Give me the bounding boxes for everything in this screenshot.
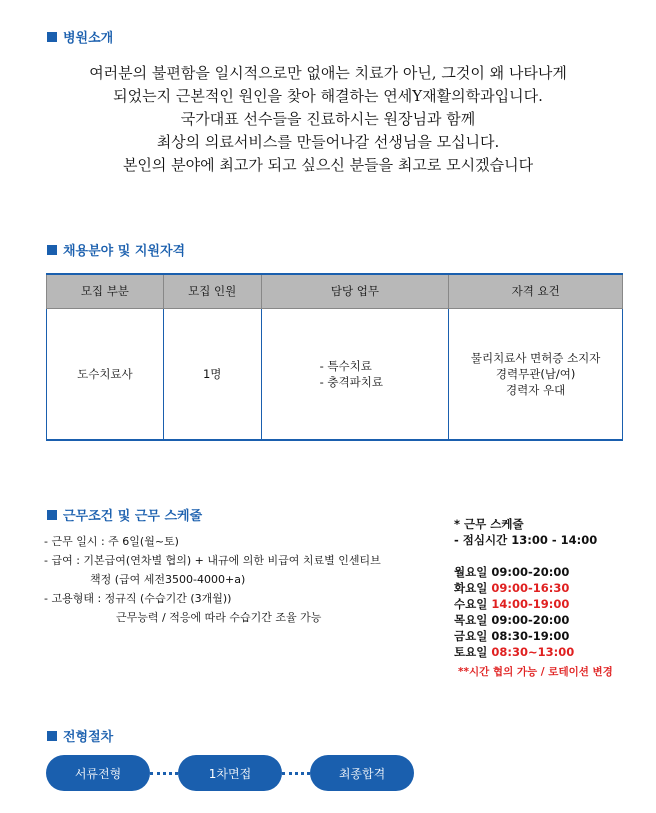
schedule-lunch: - 점심시간 13:00 - 14:00 — [454, 533, 598, 547]
schedule-time: 08:30-19:00 — [491, 629, 570, 643]
intro-line: 국가대표 선수들을 진료하시는 원장님과 함께 — [180, 110, 476, 128]
table-header-count: 모집 인원 — [163, 274, 261, 308]
cell-duties — [261, 308, 449, 440]
schedule-day: 월요일 — [454, 565, 488, 579]
schedule-day-row — [454, 596, 613, 612]
schedule-day-row — [454, 580, 613, 596]
intro-line: 여러분의 불편함을 일시적으로만 없애는 치료가 아닌, 그것이 왜 나타나게 — [89, 64, 567, 82]
schedule-day: 화요일 — [454, 581, 488, 595]
schedule-day-row — [454, 564, 613, 580]
schedule-day-row — [454, 644, 613, 660]
condition-line: - 급여 : 기본급여(연차별 협의) + 내규에 의한 비급여 치료별 인센티브 — [44, 554, 381, 567]
process-step-final: 최종합격 — [310, 755, 414, 791]
requirement-item: 물리치료사 면허증 소지자 — [470, 350, 601, 365]
schedule-title: * 근무 스케줄 — [454, 517, 524, 531]
process-section-title — [47, 726, 113, 745]
jobs-section-title — [47, 240, 185, 259]
schedule-day: 금요일 — [454, 629, 488, 643]
schedule-day: 목요일 — [454, 613, 488, 627]
process-step-interview: 1차면접 — [178, 755, 282, 791]
conditions-list — [44, 532, 381, 627]
intro-title-text: 병원소개 — [63, 31, 114, 46]
schedule-time: 09:00-16:30 — [491, 581, 570, 595]
bullet-square-icon — [47, 731, 57, 741]
table-header-requirements: 자격 요건 — [449, 274, 623, 308]
table-header-department: 모집 부분 — [47, 274, 164, 308]
schedule-day-row — [454, 628, 613, 644]
cell-requirements — [449, 308, 623, 440]
condition-line: - 고용형태 : 정규직 (수습기간 (3개월)) — [44, 592, 232, 605]
bullet-square-icon — [47, 510, 57, 520]
dotted-connector — [282, 772, 310, 775]
cell-count: 1명 — [163, 308, 261, 440]
intro-text — [40, 62, 616, 177]
schedule-day: 토요일 — [454, 645, 488, 659]
intro-line: 최상의 의료서비스를 만들어나갈 선생님을 모십니다. — [156, 133, 500, 151]
condition-line: 근무능력 / 적응에 따라 수습기간 조율 가능 — [116, 611, 322, 624]
cell-department: 도수치료사 — [47, 308, 164, 440]
jobs-table — [46, 273, 623, 441]
duty-item: - 충격파치료 — [319, 374, 383, 389]
dotted-connector — [150, 772, 178, 775]
bullet-square-icon — [47, 32, 57, 42]
table-header-row — [47, 274, 623, 308]
intro-line: 본인의 분야에 최고가 되고 싶으신 분들을 최고로 모시겠습니다 — [122, 156, 534, 174]
schedule-time: 14:00-19:00 — [491, 597, 570, 611]
table-header-duties: 담당 업무 — [261, 274, 449, 308]
intro-line: 되었는지 근본적인 원인을 찾아 해결하는 연세Y재활의학과입니다. — [113, 87, 543, 105]
requirement-item: 경력무관(남/여) — [495, 366, 576, 381]
conditions-section-title — [47, 505, 202, 524]
intro-section-title — [47, 27, 113, 46]
requirement-item: 경력자 우대 — [506, 382, 566, 397]
schedule-block — [454, 516, 613, 680]
table-row — [47, 308, 623, 440]
schedule-time: 08:30~13:00 — [491, 645, 575, 659]
bullet-square-icon — [47, 245, 57, 255]
jobs-title-text: 채용분야 및 지원자격 — [63, 244, 186, 259]
schedule-note: **시간 협의 가능 / 로테이션 변경 — [458, 666, 613, 678]
condition-line: - 근무 일시 : 주 6일(월~토) — [44, 535, 179, 548]
condition-line: 책정 (급여 세전3500-4000+a) — [90, 573, 246, 586]
schedule-day: 수요일 — [454, 597, 488, 611]
duty-item: - 특수치료 — [319, 358, 372, 373]
process-flow — [46, 755, 414, 791]
process-step-document: 서류전형 — [46, 755, 150, 791]
schedule-time: 09:00-20:00 — [491, 613, 570, 627]
schedule-time: 09:00-20:00 — [491, 565, 570, 579]
process-title-text: 전형절차 — [63, 730, 114, 745]
schedule-day-row — [454, 612, 613, 628]
conditions-title-text: 근무조건 및 근무 스케줄 — [63, 509, 203, 524]
